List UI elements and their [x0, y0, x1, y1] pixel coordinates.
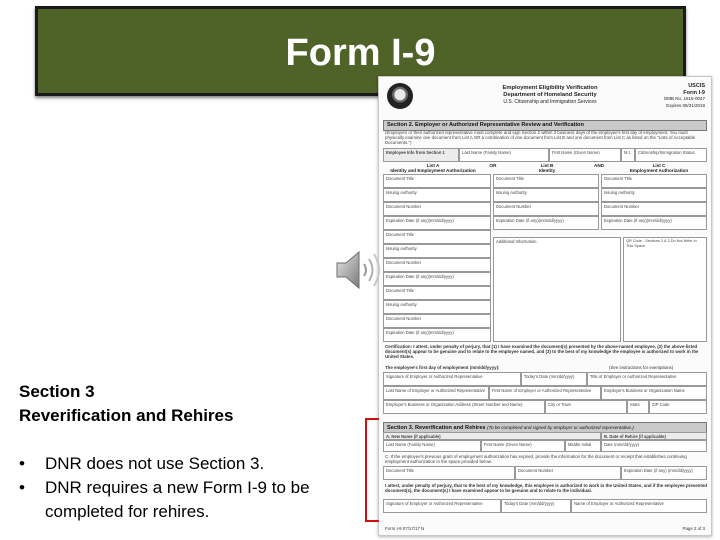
c-expiration: Expiration Date (if any)(mm/dd/yyyy) [601, 216, 707, 230]
c-doc-number: Document Number [601, 202, 707, 216]
s3-first-name: First Name (Given Name) [481, 440, 565, 452]
s2-state: State [627, 400, 649, 414]
form-uscis: USCIS [688, 83, 705, 89]
s3-doc-number: Document Number [515, 466, 621, 480]
s2-address: Employer's Business or Organization Address (Street Number and Name) [383, 400, 545, 414]
s2-first-name: First Name (Given Name) [549, 148, 621, 162]
s3-new-name-head: A. New Name (if applicable) [383, 432, 601, 440]
bullet-item: • DNR requires a new Form I-9 to be completed for rehires. [19, 476, 349, 524]
s3-sig: Signature of Employer or Authorized Representative [383, 499, 501, 513]
s2-city: City or Town [545, 400, 627, 414]
b-expiration: Expiration Date (if any)(mm/dd/yyyy) [493, 216, 599, 230]
form-dept: Department of Homeland Security [503, 92, 597, 98]
b-issuing: Issuing Authority [493, 188, 599, 202]
a3-doc-number: Document Number [383, 314, 491, 328]
form-number: Form I-9 [683, 89, 705, 96]
form-id-block [664, 83, 705, 109]
s2-business-name: Employer's Business or Organization Name [601, 386, 707, 400]
s2-rep-last: Last Name of Employer or Authorized Representative [383, 386, 489, 400]
s3-rep-name: Name of Employer or Authorized Representative [571, 499, 707, 513]
c-doc-title: Document Title [601, 174, 707, 188]
s3-attest: I attest, under penalty of perjury, that to the best of my knowledge, this employee is authorized to work in the United States, and if the employee presented document(s), the document(s) I have examined appear to be genuine and to relate to the individual. [385, 483, 707, 494]
s3-middle: Middle Initial [565, 440, 601, 452]
s2-last-name: Last Name (Family Name) [459, 148, 549, 162]
a1-issuing: Issuing Authority [383, 188, 491, 202]
form-footer-left: Form I-9 07/17/17 N [385, 526, 425, 531]
s2-date: Today's Date (mm/dd/yyyy) [521, 372, 587, 386]
speaker-icon[interactable] [333, 246, 385, 294]
employee-info-label: Employee Info from Section 1 [383, 148, 459, 162]
b-doc-number: Document Number [493, 202, 599, 216]
s2-mi: M.I. [621, 148, 635, 162]
a2-doc-title: Document Title [383, 230, 491, 244]
a1-doc-number: Document Number [383, 202, 491, 216]
a1-expiration: Expiration Date (if any)(mm/dd/yyyy) [383, 216, 491, 230]
c-issuing: Issuing Authority [601, 188, 707, 202]
a2-expiration: Expiration Date (if any)(mm/dd/yyyy) [383, 272, 491, 286]
list-b-head: List B [540, 163, 554, 168]
section3-highlight-bracket [365, 418, 379, 522]
a3-issuing: Issuing Authority [383, 300, 491, 314]
s2-zip: ZIP Code [649, 400, 707, 414]
s3-expiration: Expiration Date (if any) (mm/dd/yyyy) [621, 466, 707, 480]
see-instructions: (See instructions for exemptions) [609, 365, 674, 370]
form-footer-right: Page 2 of 3 [682, 526, 705, 531]
section-title: Section 3 [19, 382, 95, 401]
s3-date: Today's Date (mm/dd/yyyy) [501, 499, 571, 513]
list-a-head: List A [426, 163, 440, 168]
s3-rehire-date: Date (mm/dd/yyyy) [601, 440, 707, 452]
section-subtitle: Reverification and Rehires [19, 406, 234, 425]
list-a-desc: Identity and Employment Authorization [390, 168, 476, 173]
s3-doc-title: Document Title [383, 466, 515, 480]
list-c-head: List C [652, 163, 666, 168]
a3-expiration: Expiration Date (if any)(mm/dd/yyyy) [383, 328, 491, 342]
or-label: OR [489, 163, 497, 168]
section2-band: Section 2. Employer or Authorized Representative Review and Verification [383, 120, 707, 131]
s3-rehire-head: B. Date of Rehire (if applicable) [601, 432, 707, 440]
list-c-desc: Employment Authorization [629, 168, 689, 173]
form-expires: Expires 08/31/2019 [666, 102, 705, 108]
form-omb: OMB No. 1615-0047 [663, 96, 705, 102]
bullet-list [19, 452, 349, 524]
a1-doc-title: Document Title [383, 174, 491, 188]
qr-code-area: QR Code - Sections 2 & 3 Do Not Write In This Space [623, 237, 707, 342]
a2-doc-number: Document Number [383, 258, 491, 272]
b-doc-title: Document Title [493, 174, 599, 188]
form-agency: U.S. Citizenship and Immigration Services [503, 99, 597, 105]
section3-title: Section 3. Reverification and Rehires [387, 425, 486, 431]
additional-info-box: Additional Information [493, 237, 621, 342]
a2-issuing: Issuing Authority [383, 244, 491, 258]
form-header [475, 85, 625, 106]
s2-title: Title of Employer or Authorized Representative [587, 372, 707, 386]
s2-status: Citizenship/Immigration Status [635, 148, 707, 162]
s3-last-name: Last Name (Family Name) [383, 440, 481, 452]
section2-instructions: (Employers or their authorized representative must complete and sign Section 2 within 3 business days of the employee's first day of employment. You must physically examine one document from List A OR a combination of one document from List B and one document from List C as listed on the "Lists of Acceptable Documents.") [385, 130, 696, 146]
and-label: AND [594, 163, 604, 168]
a3-doc-title: Document Title [383, 286, 491, 300]
form-i9-page [378, 76, 712, 536]
section3-note: (To be completed and signed by employer or authorized representative.) [487, 425, 634, 430]
section2-certification: Certification: I attest, under penalty of perjury, that (1) I have examined the document(s) presented by the above-named employee, (2) the above-listed document(s) appear to be genuine and to relate to the employee named, and (3) to the best of my knowledge the employee is authorized to work in the United States. [385, 344, 699, 360]
slide-title: Form I-9 [285, 32, 436, 74]
list-b-desc: Identity [538, 168, 556, 173]
form-title: Employment Eligibility Verification [502, 85, 598, 91]
s2-sig: Signature of Employer or Authorized Representative [383, 372, 521, 386]
s2-rep-first: First Name of Employer or Authorized Representative [489, 386, 601, 400]
s3-c-text: C. If the employee's previous grant of employment authorization has expired, provide the information for the document or receipt that establishes continuing employment authorization in the space provided below. [385, 454, 687, 465]
dhs-seal-icon [387, 83, 413, 109]
first-day-label: The employee's first day of employment (mm/dd/yyyy): [385, 365, 500, 370]
section-heading [19, 380, 233, 428]
bullet-item: • DNR does not use Section 3. [19, 452, 349, 476]
